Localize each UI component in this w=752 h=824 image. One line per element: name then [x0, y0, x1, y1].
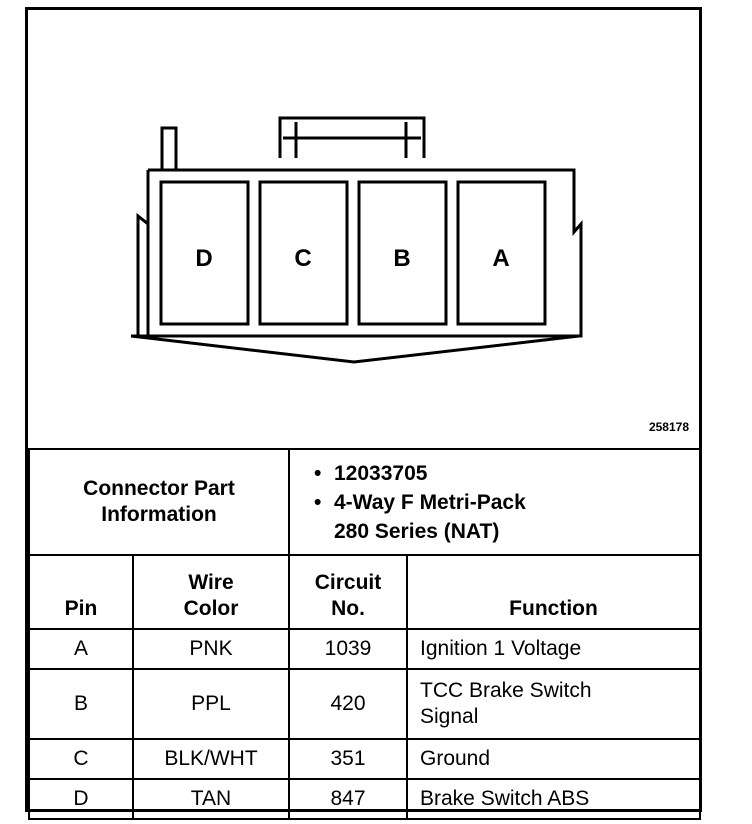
connector-info-details: • 12033705 • 4-Way F Metri-Pack 280 Series (NAT): [289, 449, 700, 555]
connector-table: [28, 448, 701, 820]
connector-diagram: [28, 10, 699, 448]
pin-label-a: A: [492, 245, 510, 272]
pin-label-b: B: [393, 245, 411, 272]
connector-sheet: [25, 7, 702, 812]
pin-label-c: C: [294, 245, 312, 272]
header-pin: Pin: [29, 555, 133, 629]
pin-label-d: D: [195, 245, 213, 272]
table-row: D TAN 847 Brake Switch ABS: [29, 779, 700, 819]
connector-info-label: Connector Part Information: [29, 449, 289, 555]
figure-id: 258178: [648, 420, 689, 434]
header-circuit: Circuit No.: [289, 555, 407, 629]
part-number: 12033705: [334, 461, 428, 485]
table-row: A PNK 1039 Ignition 1 Voltage: [29, 629, 700, 669]
connector-key: [131, 336, 579, 362]
connector-info-row: [29, 449, 700, 555]
table-row: B PPL 420 TCC Brake Switch Signal: [29, 669, 700, 739]
header-wire-color: Wire Color: [133, 555, 289, 629]
table-header-row: [29, 555, 700, 629]
connector-post: [162, 128, 176, 170]
connector-description: 4-Way F Metri-Pack: [334, 490, 526, 514]
table-row: C BLK/WHT 351 Ground: [29, 739, 700, 779]
header-function: Function: [407, 555, 700, 629]
